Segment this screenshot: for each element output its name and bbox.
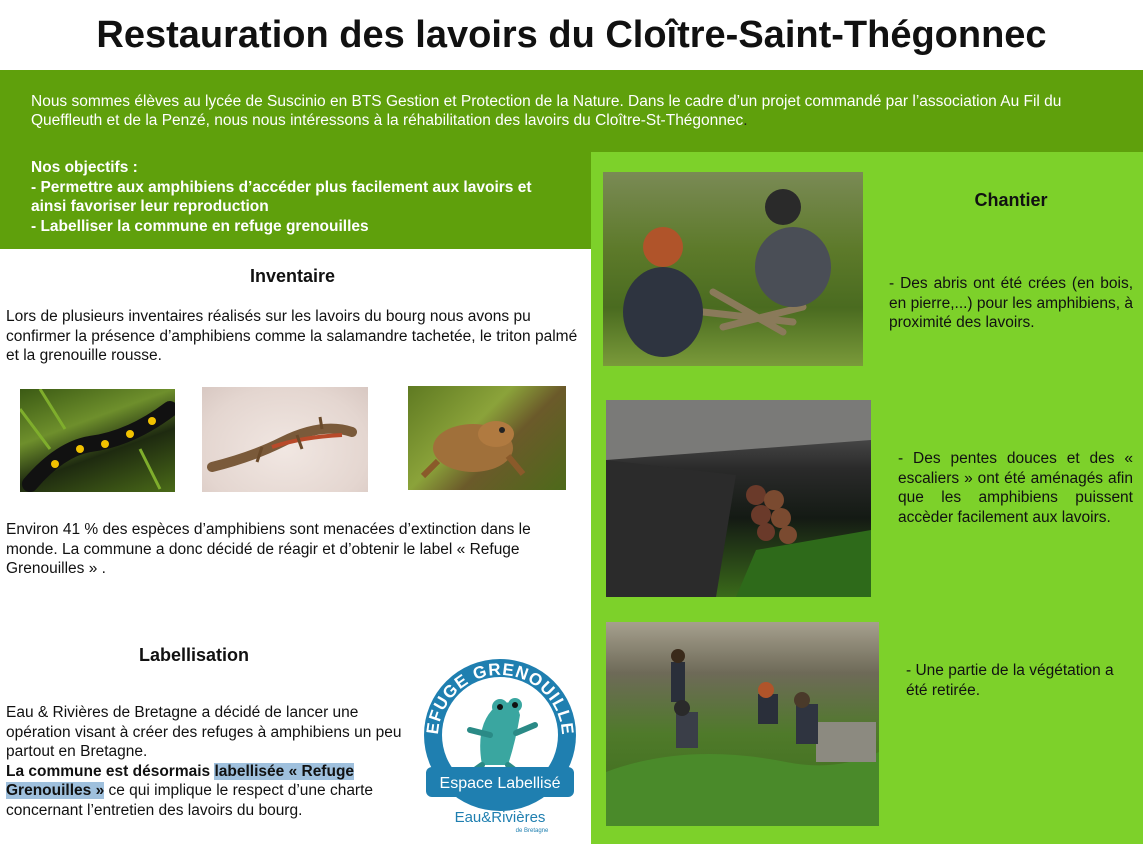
chantier-photo-shelters bbox=[603, 172, 863, 366]
objectives-heading: Nos objectifs : bbox=[31, 159, 138, 176]
logo-banner-text: Espace Labellisé bbox=[439, 775, 561, 792]
labellisation-intro: Eau & Rivières de Bretagne a décidé de lancer une opération visant à créer des refuges à amphibiens un peu partout en Bretagne. bbox=[6, 704, 402, 760]
page-title: Restauration des lavoirs du Cloître-Saint-Thégonnec bbox=[96, 14, 1047, 56]
objectives-text bbox=[31, 158, 571, 236]
frog-photo bbox=[408, 386, 566, 490]
chantier-photo-slopes bbox=[606, 400, 871, 597]
intro-text bbox=[31, 92, 1121, 130]
labellisation-text bbox=[6, 703, 414, 820]
refuge-grenouilles-logo bbox=[420, 655, 580, 835]
logo-org-sub: de Bretagne bbox=[515, 828, 549, 834]
objective-item-1: - Permettre aux amphibiens d’accéder plus facilement aux lavoirs et ainsi favoriser leur reproduction bbox=[31, 178, 532, 215]
chantier-photo-vegetation bbox=[606, 622, 879, 826]
labellisation-bold: La commune est désormais bbox=[6, 762, 215, 780]
intro-body: Nous sommes élèves au lycée de Suscinio en BTS Gestion et Protection de la Nature. Dans le cadre d’un projet commandé par l’association Au Fil du Queffleuth et de la Penzé, nous nous intéressons à la réhabilitation des lavoirs du Cloître-St-Thégonnec bbox=[31, 93, 1062, 129]
inventaire-heading: Inventaire bbox=[249, 266, 336, 286]
labellisation-highlight: labellisée « Refuge Grenouilles » bbox=[6, 762, 355, 799]
labellisation-rest: ce qui implique le respect d’une charte concernant l’entretien des lavoirs du bourg. bbox=[6, 782, 374, 819]
salamander-photo bbox=[20, 389, 175, 492]
inventaire-text-2: Environ 41 % des espèces d’amphibiens sont menacées d’extinction dans le monde. La commune a donc décidé de réagir et d’obtenir le label « Refuge Grenouilles » . bbox=[6, 521, 531, 577]
newt-photo bbox=[202, 387, 368, 492]
inventaire-text-1: Lors de plusieurs inventaires réalisés sur les lavoirs du bourg nous avons pu confirmer la présence d’amphibiens comme la salamandre tachetée, le triton palmé et la grenouille rousse. bbox=[6, 308, 578, 364]
logo-org-text: Eau&Rivières bbox=[454, 809, 546, 826]
intro-end-dot: . bbox=[743, 112, 748, 129]
chantier-item-3: - Une partie de la végétation a été retirée. bbox=[906, 662, 1114, 699]
labellisation-heading: Labellisation bbox=[138, 645, 250, 665]
chantier-heading: Chantier bbox=[974, 190, 1048, 210]
objective-item-2: - Labelliser la commune en refuge grenouilles bbox=[31, 217, 369, 235]
logo-arc-text: EFUGE GRENOUILLE bbox=[422, 659, 578, 737]
chantier-item-2: - Des pentes douces et des « escaliers » ont été aménagés afin que les amphibiens puissent accèder facilement aux lavoirs. bbox=[898, 450, 1133, 526]
chantier-item-1: - Des abris ont été crées (en bois, en pierre,...) pour les amphibiens, à proximité des lavoirs. bbox=[889, 275, 1133, 331]
